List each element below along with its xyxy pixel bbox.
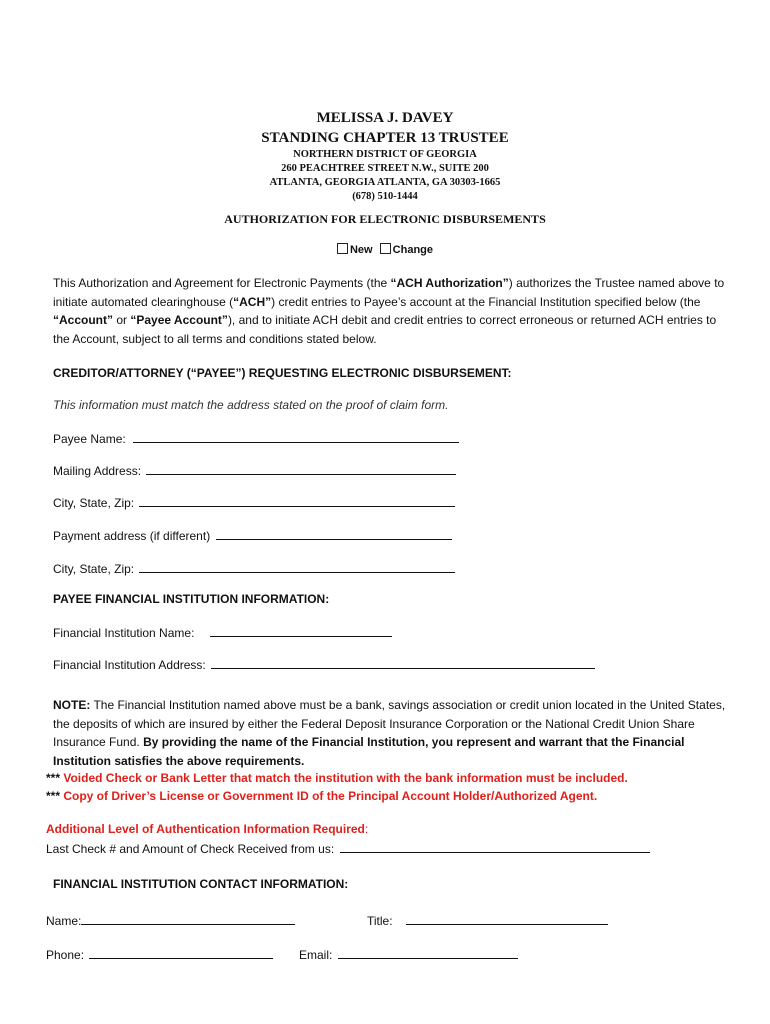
payment-address-row — [53, 527, 452, 543]
payment-address-field[interactable] — [216, 527, 452, 540]
contact-name-field[interactable] — [81, 912, 295, 925]
request-type-options — [0, 243, 770, 256]
authentication-heading: Additional Level of Authentication Information Required — [46, 822, 365, 836]
institution-name-row — [53, 624, 392, 640]
new-checkbox[interactable] — [337, 243, 348, 254]
mailing-address-row — [53, 462, 456, 478]
institution-address-row — [53, 656, 595, 672]
address-line-2: ATLANTA, GEORGIA ATLANTA, GA 30303-1665 — [269, 177, 501, 188]
change-checkbox[interactable] — [380, 243, 391, 254]
address-line-1: 260 PEACHTREE STREET N.W., SUITE 200 — [281, 163, 489, 174]
note-text: The Financial Institution named above must be a bank, savings association or credit union located in the United States, the deposits of which are insured by either the Federal Deposit Insurance Corporation or the National Credit Union Share Insurance Fund. — [53, 698, 726, 749]
city-state-zip-row — [53, 494, 455, 510]
contact-email-label: Email: — [299, 948, 333, 962]
intro-text-5: ), and to initiate ACH debit and credit entries to correct erroneous or returned ACH entries to the Account, subject to all terms and conditions stated below. — [53, 313, 717, 346]
contact-name-row — [46, 912, 295, 928]
requirement-text: Copy of Driver’s License or Government ID of the Principal Account Holder/Authorized Agent. — [60, 789, 598, 803]
payee-name-field[interactable] — [133, 430, 459, 443]
intro-text-2: ) authorizes the Trustee named above to initiate automated clearinghouse ( — [53, 276, 725, 309]
change-label: Change — [392, 244, 434, 256]
intro-bold-payee-account: “Payee Account” — [130, 313, 228, 327]
note-bold-text: By providing the name of the Financial Institution, you represent and warrant that the Financial Institution satisfies the above requirements. — [53, 735, 685, 768]
form-title: AUTHORIZATION FOR ELECTRONIC DISBURSEMENTS — [224, 212, 546, 226]
institution-name-field[interactable] — [210, 624, 392, 637]
trustee-role: STANDING CHAPTER 13 TRUSTEE — [261, 130, 509, 146]
institution-name-label: Financial Institution Name: — [53, 626, 195, 640]
institution-address-label: Financial Institution Address: — [53, 658, 206, 672]
requirement-voided-check — [46, 771, 628, 785]
contact-email-row — [299, 946, 518, 962]
contact-email-field[interactable] — [338, 946, 518, 959]
payment-address-label: Payment address (if different) — [53, 529, 211, 543]
intro-text-3: ) credit entries to Payee’s account at the Financial Institution specified below (the — [271, 294, 701, 309]
intro-paragraph — [53, 274, 733, 348]
intro-bold-ach-authorization: “ACH Authorization” — [390, 276, 509, 290]
mailing-address-field[interactable] — [146, 462, 456, 475]
trustee-phone: (678) 510-1444 — [352, 191, 418, 202]
requirement-government-id — [46, 789, 597, 803]
contact-heading: FINANCIAL INSTITUTION CONTACT INFORMATION: — [53, 877, 349, 891]
authentication-colon: : — [364, 822, 369, 836]
last-check-row — [46, 840, 650, 856]
intro-bold-account: “Account” — [53, 313, 113, 327]
last-check-field[interactable] — [340, 840, 650, 853]
contact-title-field[interactable] — [406, 912, 608, 925]
requirement-text: Voided Check or Bank Letter that match the institution with the bank information must be included. — [60, 771, 628, 785]
payee-name-row — [53, 430, 459, 446]
authentication-heading-row — [46, 822, 368, 836]
requirement-stars: *** — [46, 771, 61, 785]
contact-title-row — [367, 912, 608, 928]
requirement-stars: *** — [46, 789, 61, 803]
contact-title-label: Title: — [367, 914, 393, 928]
new-label: New — [349, 244, 373, 256]
institution-address-field[interactable] — [211, 656, 595, 669]
contact-phone-label: Phone: — [46, 948, 85, 962]
intro-text-1: This Authorization and Agreement for Electronic Payments (the — [53, 276, 391, 290]
city-state-zip-label: City, State, Zip: — [53, 496, 135, 510]
last-check-label: Last Check # and Amount of Check Received from us: — [46, 842, 335, 856]
contact-name-label: Name: — [46, 914, 82, 928]
contact-phone-field[interactable] — [89, 946, 273, 959]
institution-heading: PAYEE FINANCIAL INSTITUTION INFORMATION: — [53, 592, 330, 606]
city-state-zip-field[interactable] — [139, 494, 455, 507]
creditor-heading: CREDITOR/ATTORNEY (“PAYEE”) REQUESTING ELECTRONIC DISBURSEMENT: — [53, 366, 512, 380]
city-state-zip-2-label: City, State, Zip: — [53, 562, 135, 576]
intro-text-4: or — [113, 313, 131, 327]
city-state-zip-2-row — [53, 560, 455, 576]
intro-bold-ach: “ACH” — [233, 294, 272, 309]
trustee-name: MELISSA J. DAVEY — [316, 110, 454, 126]
mailing-address-label: Mailing Address: — [53, 464, 142, 478]
contact-phone-row — [46, 946, 273, 962]
creditor-note: This information must match the address stated on the proof of claim form. — [53, 398, 449, 412]
note-label: NOTE: — [53, 698, 91, 712]
payee-name-label: Payee Name: — [53, 432, 126, 446]
city-state-zip-2-field[interactable] — [139, 560, 455, 573]
note-paragraph — [53, 696, 733, 770]
district: NORTHERN DISTRICT OF GEORGIA — [293, 149, 477, 160]
